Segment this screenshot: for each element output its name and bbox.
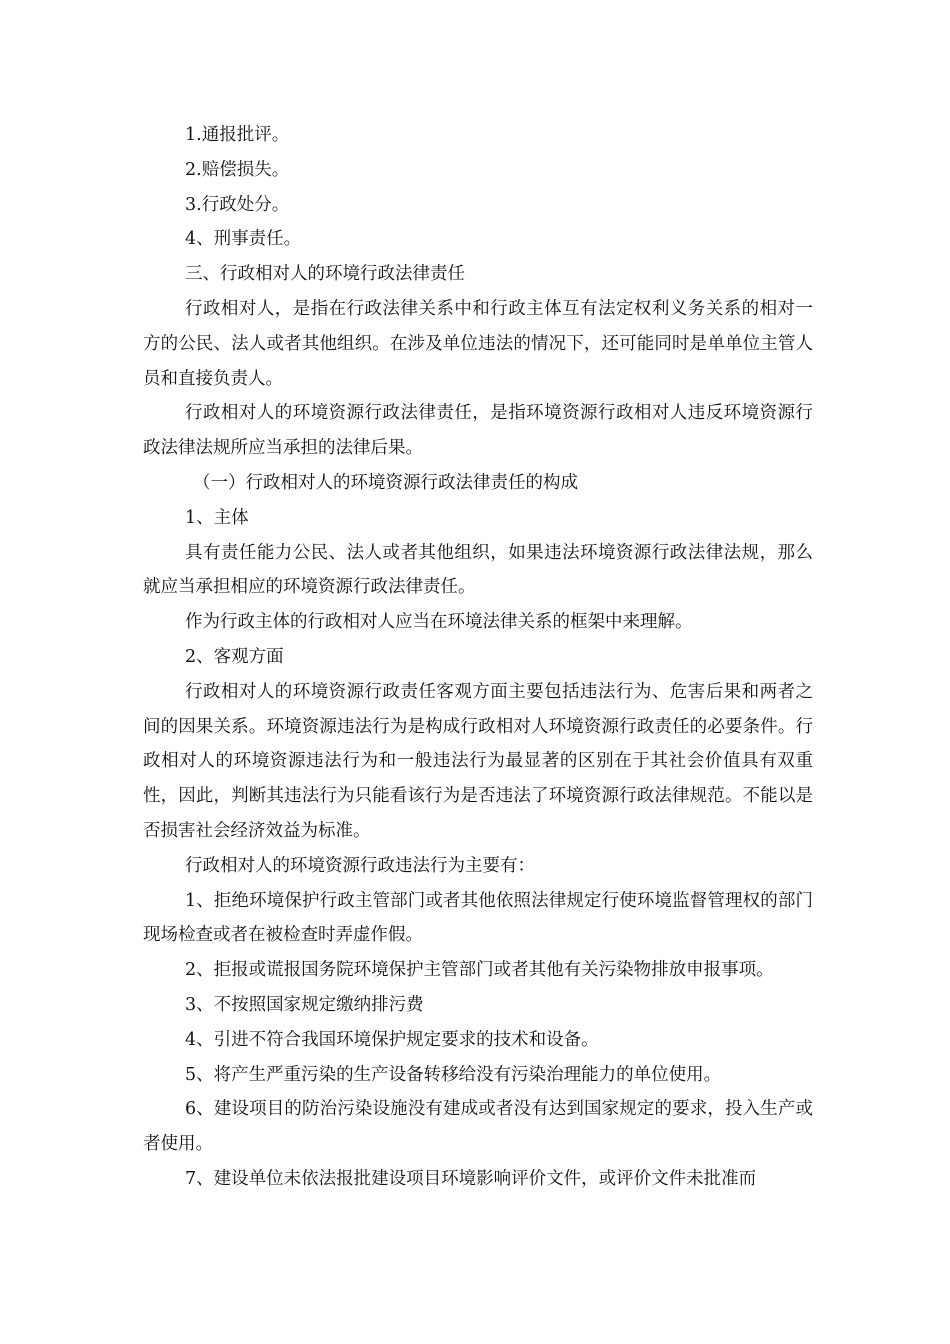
list-item-3: 3.行政处分。 <box>185 194 290 215</box>
list-item: 1、拒绝环境保护行政主管部门或者其他依照法律规定行使环境监督管理权的部门现场检查或者在被检查时弄虚作假。 <box>143 890 813 946</box>
item-heading: 2、客观方面 <box>185 646 284 667</box>
list-item: 7、建设单位未依法报批建设项目环境影响评价文件，或评价文件未批准而 <box>185 1168 757 1189</box>
section-heading: 三、行政相对人的环境行政法律责任 <box>185 264 465 285</box>
body-paragraph: 作为行政主体的行政相对人应当在环境法律关系的框架中来理解。 <box>185 612 693 633</box>
list-item-1: 1.通报批评。 <box>185 125 290 145</box>
item-heading: 1、主体 <box>185 507 249 528</box>
list-item: 5、将产生严重污染的生产设备转移给没有污染治理能力的单位使用。 <box>185 1064 722 1085</box>
document-body <box>143 118 813 1197</box>
body-paragraph: 行政相对人的环境资源行政法律责任，是指环境资源行政相对人违反环境资源行政法律法规所应当承担的法律后果。 <box>143 403 813 459</box>
list-item: 2、拒报或谎报国务院环境保护主管部门或者其他有关污染物排放申报事项。 <box>185 960 774 981</box>
list-item: 6、建设项目的防治污染设施没有建成或者没有达到国家规定的要求，投入生产或者使用。 <box>143 1099 813 1155</box>
body-paragraph: 行政相对人的环境资源行政责任客观方面主要包括违法行为、危害后果和两者之间的因果关系。环境资源违法行为是构成行政相对人环境资源行政责任的必要条件。行政相对人的环境资源违法行为和一般违法行为最显著的区别在于其社会价值具有双重性，因此，判断其违法行为只能看该行为是否违法了环境资源行政法律规范。不能以是否损害社会经济效益为标准。 <box>143 681 813 841</box>
list-item: 3、不按照国家规定缴纳排污费 <box>185 994 424 1015</box>
list-item-4: 4、刑事责任。 <box>185 229 302 250</box>
body-paragraph: 具有责任能力公民、法人或者其他组织，如果违法环境资源行政法律法规，那么就应当承担相应的环境资源行政法律责任。 <box>143 542 813 598</box>
body-paragraph: 行政相对人，是指在行政法律关系中和行政主体互有法定权利义务关系的相对一方的公民、法人或者其他组织。在涉及单位违法的情况下，还可能同时是单单位主管人员和直接负责人。 <box>143 298 813 389</box>
list-item: 4、引进不符合我国环境保护规定要求的技术和设备。 <box>185 1029 599 1050</box>
body-paragraph: 行政相对人的环境资源行政违法行为主要有： <box>185 855 535 876</box>
list-item-2: 2.赔偿损失。 <box>185 159 290 180</box>
subsection-heading: （一）行政相对人的环境资源行政法律责任的构成 <box>193 472 578 493</box>
